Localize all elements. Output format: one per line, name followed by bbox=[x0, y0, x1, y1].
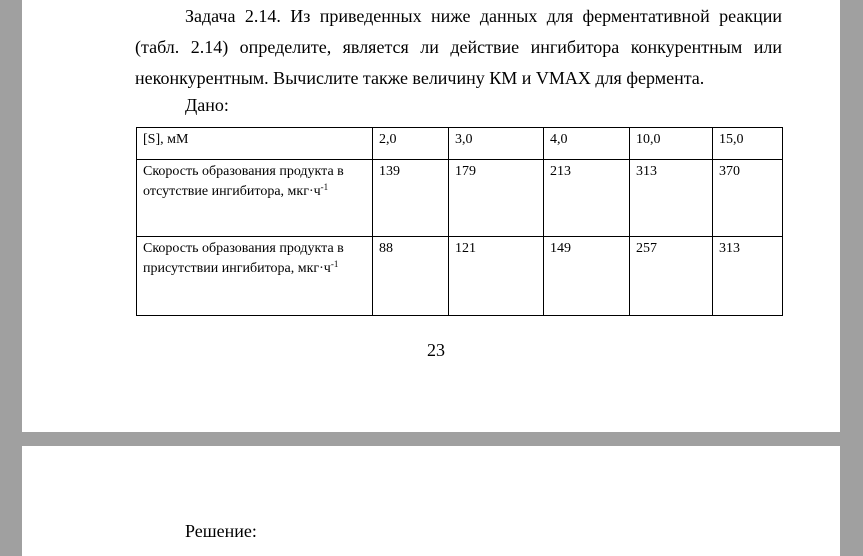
page-number: 23 bbox=[427, 340, 445, 360]
given-label: Дано: bbox=[185, 95, 229, 115]
table-cell: 3,0 bbox=[449, 128, 544, 160]
table-cell: 4,0 bbox=[544, 128, 630, 160]
table-cell: 370 bbox=[713, 160, 783, 237]
table-cell: 121 bbox=[449, 237, 544, 316]
task-statement bbox=[135, 1, 782, 94]
table-cell: 179 bbox=[449, 160, 544, 237]
table-cell: 15,0 bbox=[713, 128, 783, 160]
table-header-label: [S], мМ bbox=[137, 128, 373, 160]
document-page-2 bbox=[22, 446, 840, 556]
table-cell: 257 bbox=[630, 237, 713, 316]
exponent: -1 bbox=[320, 182, 329, 192]
data-table bbox=[136, 127, 783, 316]
table-row-label: Скорость образования продукта в отсутствие ингибитора, $мкг\cdot ч^{-1}$ bbox=[137, 160, 373, 237]
table-cell: 139 bbox=[373, 160, 449, 237]
solution-label: Решение: bbox=[185, 521, 257, 541]
table-row-label: Скорость образования продукта в присутствии ингибитора, $мкг\cdot ч^{-1}$ bbox=[137, 237, 373, 316]
table-cell: 10,0 bbox=[630, 128, 713, 160]
task-line: неконкурентным. Вычислите также величину КМ и VMAX для фермента. bbox=[135, 68, 705, 88]
table-cell: 313 bbox=[630, 160, 713, 237]
table-row-with-inhibitor bbox=[137, 237, 783, 316]
task-line: (табл. 2.14) определите, является ли действие ингибитора конкурентным или bbox=[135, 37, 782, 57]
table-cell: 88 bbox=[373, 237, 449, 316]
table-cell: 313 bbox=[713, 237, 783, 316]
table-cell: 213 bbox=[544, 160, 630, 237]
document-page-1 bbox=[22, 0, 840, 432]
task-line: Задача 2.14. Из приведенных ниже данных для ферментативной реакции bbox=[185, 6, 782, 26]
table-cell: 149 bbox=[544, 237, 630, 316]
exponent: -1 bbox=[330, 259, 339, 269]
table-row-no-inhibitor bbox=[137, 160, 783, 237]
table-cell: 2,0 bbox=[373, 128, 449, 160]
table-row-substrate bbox=[137, 128, 783, 160]
